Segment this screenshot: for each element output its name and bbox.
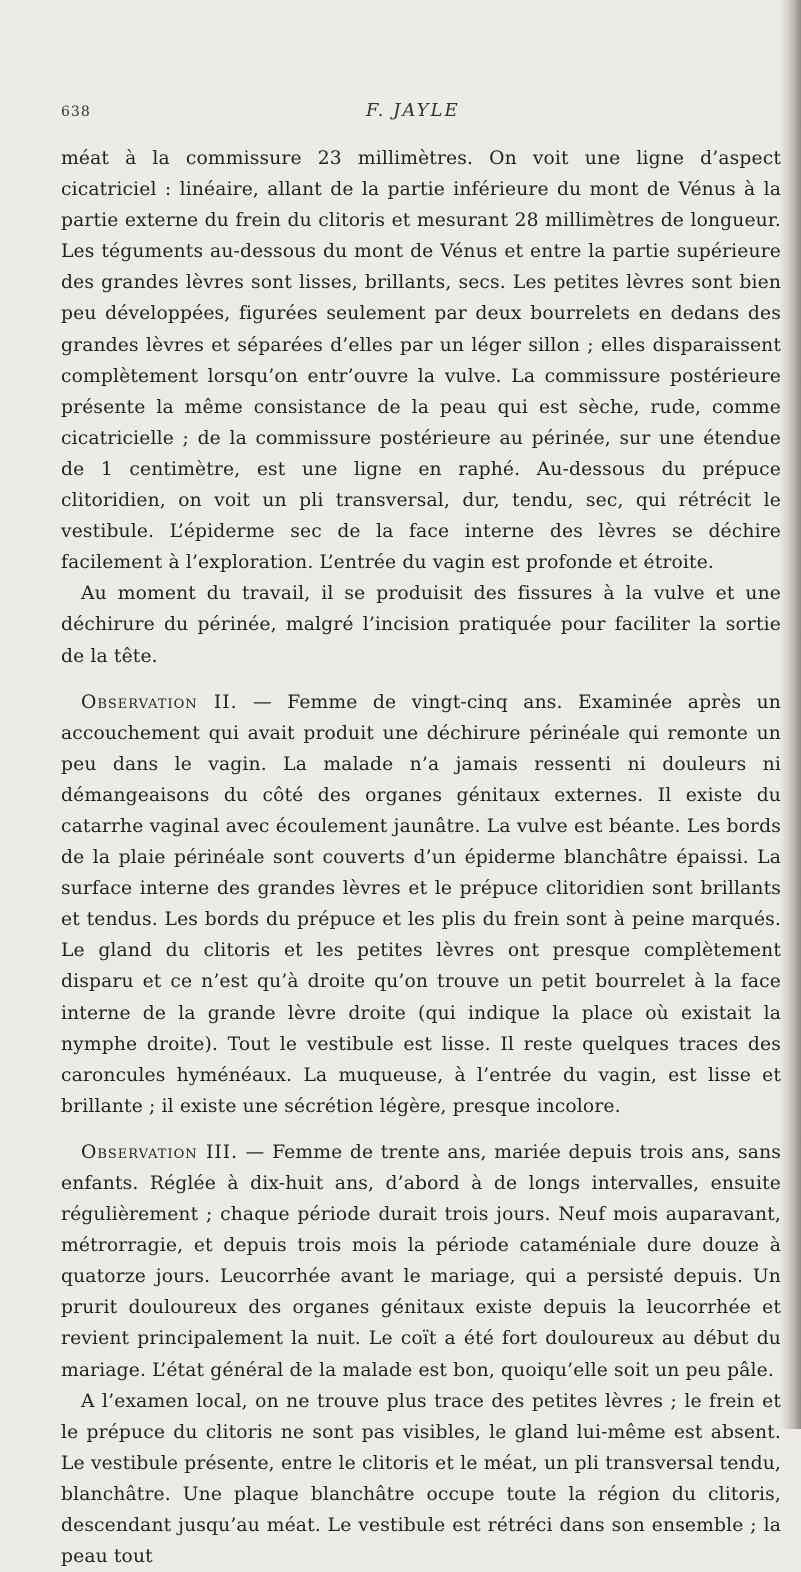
page-number: 638	[61, 104, 91, 120]
observation-label: Observation II.	[81, 691, 238, 713]
page-header	[61, 90, 781, 130]
paragraph-text: — Femme de trente ans, mariée depuis trois ans, sans enfants. Réglée à dix-huit ans, d’abord à de longs intervalles, ensuite régulièrement ; chaque période durait trois jours. Neuf mois auparavant, métrorragie, et depuis trois mois la période cataméniale dure douze à quatorze jours. Leucorrhée avant le mariage, qui a persisté depuis. Un prurit douloureux des organes génitaux existe depuis la leucorrhée et revient principalement la nuit. Le coït a été fort douloureux au début du mariage. L’état général de la malade est bon, quoiqu’elle soit un peu pâle.	[61, 1141, 781, 1381]
page-edge-shadow	[779, 0, 801, 1429]
running-head: F. JAYLE	[366, 100, 460, 121]
paragraph-text: méat à la commissure 23 millimètres. On voit une ligne d’aspect cicatriciel : linéaire, allant de la partie inférieure du mont de Vénus à la partie externe du frein du clitoris et mesurant 28 millimètres de longueur. Les téguments au-dessous du mont de Vénus et entre la partie supérieure des grandes lèvres sont lisses, brillants, secs. Les petites lèvres sont bien peu développées, figurées seulement par deux bourrelets en dedans des grandes lèvres et séparées d’elles par un léger sillon ; elles disparaissent complètement lorsqu’on entr’ouvre la vulve. La commissure postérieure présente la même consistance de la peau qui est sèche, rude, comme cicatricielle ; de la commissure postérieure au périnée, sur une étendue de 1 centimètre, est une ligne en raphé. Au-dessous du prépuce clitoridien, on voit un pli transversal, dur, tendu, sec, qui rétrécit le vestibule. L’épiderme sec de la face interne des lèvres se déchire facilement à l’exploration. L’entrée du vagin est profonde et étroite.	[61, 148, 781, 574]
paragraph-text: Au moment du travail, il se produisit des fissures à la vulve et une déchirure du périnée, malgré l’incision pratiquée pour faciliter la sortie de la tête.	[61, 583, 781, 667]
body-text	[61, 143, 781, 1572]
paragraph-observation-2	[61, 687, 781, 1122]
paragraph-labor-note	[61, 578, 781, 671]
paragraph-observation-3	[61, 1137, 781, 1386]
paragraph-local-exam	[61, 1386, 781, 1572]
observation-label: Observation III.	[81, 1141, 239, 1163]
paragraph-continuation	[61, 143, 781, 578]
paragraph-text: A l’examen local, on ne trouve plus trace des petites lèvres ; le frein et le prépuce du clitoris ne sont pas visibles, le gland lui-même est absent. Le vestibule présente, entre le clitoris et le méat, un pli transversal tendu, blanchâtre. Une plaque blanchâtre occupe toute la région du clitoris, descendant jusqu’au méat. Le vestibule est rétréci dans son ensemble ; la peau tout	[61, 1390, 781, 1568]
paragraph-text: — Femme de vingt-cinq ans. Examinée après un accouchement qui avait produit une déchirure périnéale qui remonte un peu dans le vagin. La malade n’a jamais ressenti ni douleurs ni démangeaisons du côté des organes génitaux externes. Il existe du catarrhe vaginal avec écoulement jaunâtre. La vulve est béante. Les bords de la plaie périnéale sont couverts d’un épiderme blanchâtre épaissi. La surface interne des grandes lèvres et le prépuce clitoridien sont brillants et tendus. Les bords du prépuce et les plis du frein sont à peine marqués. Le gland du clitoris et les petites lèvres ont presque complètement disparu et ce n’est qu’à droite qu’on trouve un petit bourrelet à la face interne de la grande lèvre droite (qui indique la place où existait la nymphe droite). Tout le vestibule est lisse. Il reste quelques traces des caroncules hyménéaux. La muqueuse, à l’entrée du vagin, est lisse et brillante ; il existe une sécrétion légère, presque incolore.	[61, 691, 781, 1117]
